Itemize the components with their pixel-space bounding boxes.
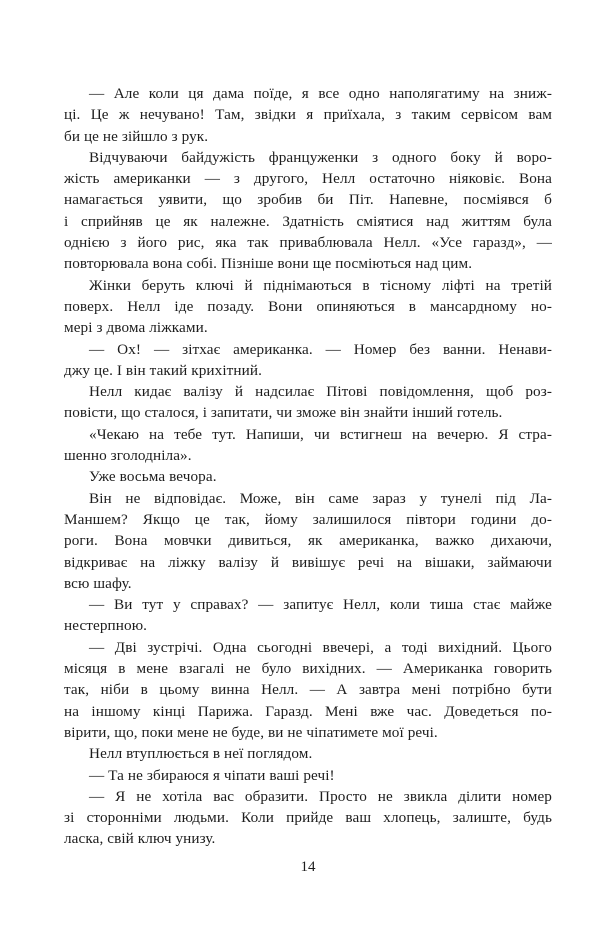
text-line: Уже восьма вечора. <box>89 468 217 486</box>
paragraph <box>64 339 552 382</box>
text-line: роги. Вона мовчки дивиться, як американка, важко дихаючи, <box>64 532 552 550</box>
text-line: — Ох! — зітхає американка. — Номер без ванни. Ненави- <box>89 340 552 358</box>
paragraph <box>64 743 552 764</box>
text-line: джу це. І він такий крихітний. <box>64 361 262 379</box>
text-line: — Але коли ця дама поїде, я все одно наполягатиму на зниж- <box>89 85 552 102</box>
text-line: мері з двома ліжками. <box>64 319 208 337</box>
paragraph <box>64 637 552 743</box>
text-line: би це не зійшло з рук. <box>64 127 209 145</box>
paragraph <box>64 424 552 467</box>
paragraph <box>64 83 552 147</box>
text-line: на іншому кінці Парижа. Гаразд. Мені вже час. Доведеться по- <box>64 702 552 720</box>
text-line: і сприйняв це як належне. Здатність сміятися над життям була <box>64 212 552 230</box>
text-line: повторювала вона собі. Пізніше вони ще посміються над цим. <box>64 255 473 273</box>
paragraph <box>64 594 552 637</box>
text-line: Жінки беруть ключі й піднімаються в тісному ліфті на третій <box>89 276 552 294</box>
text-line: — Я не хотіла вас образити. Просто не звикла ділити номер <box>89 787 552 805</box>
text-line: місяця в мене взагалі не було вихідних. — Американка говорить <box>64 660 552 678</box>
text-line: ці. Це ж нечувано! Там, звідки я приїхала, з таким сервісом вам <box>64 106 552 124</box>
text-line: жість американки — з другого, Нелл остаточно ніяковіє. Вона <box>64 170 552 188</box>
paragraph <box>64 466 552 487</box>
text-line: Маншем? Якщо це так, йому залишилося півтори години до- <box>64 510 552 528</box>
paragraph <box>64 786 552 850</box>
paragraph <box>64 765 552 786</box>
paragraph <box>64 488 552 594</box>
text-line: вірити, що, поки мене не буде, ви не чіпатимете мої речі. <box>64 723 438 741</box>
text-line: Нелл кидає валізу й надсилає Пітові повідомлення, щоб роз- <box>89 383 552 401</box>
text-line: поверх. Нелл іде позаду. Вони опиняються в мансардному но- <box>64 297 552 315</box>
text-line: нестерпною. <box>64 617 148 635</box>
text-line: повісти, що сталося, і запитати, чи зможе він знайти інший готель. <box>64 404 503 422</box>
text-line: Нелл втуплюється в неї поглядом. <box>89 745 313 763</box>
text-line: «Чекаю на тебе тут. Напиши, чи встигнеш на вечерю. Я стра- <box>89 425 552 443</box>
paragraph <box>64 275 552 339</box>
text-line: всю шафу. <box>64 574 132 592</box>
text-line: ласка, свій ключ унизу. <box>64 830 216 848</box>
text-line: — Дві зустрічі. Одна сьогодні ввечері, а тоді вихідний. Цього <box>89 638 552 656</box>
text-line: Він не відповідає. Може, він саме зараз у тунелі під Ла- <box>89 489 552 507</box>
page-text <box>64 83 552 850</box>
text-line: зі сторонніми людьми. Коли прийде ваш хлопець, залиште, будь <box>64 809 552 827</box>
text-line: намагається уявити, що зробив би Піт. Напевне, посміявся б <box>64 191 552 209</box>
text-line: — Та не збираюся я чіпати ваші речі! <box>89 766 335 784</box>
text-line: відкриває на ліжку валізу й вивішує речі на вішаки, займаючи <box>64 553 552 571</box>
page-number: 14 <box>300 859 316 875</box>
paragraph <box>64 381 552 424</box>
text-line: шенно зголодніла». <box>64 447 192 465</box>
text-line: Відчуваючи байдужість француженки з одного боку й воро- <box>89 148 552 166</box>
paragraph <box>64 147 552 275</box>
text-line: однією з його рис, яка так приваблювала Нелл. «Усе гаразд», — <box>64 234 552 252</box>
text-line: — Ви тут у справах? — запитує Нелл, коли тиша стає майже <box>89 596 552 614</box>
text-line: так, ніби в цьому винна Нелл. — А завтра мені потрібно бути <box>64 681 552 699</box>
